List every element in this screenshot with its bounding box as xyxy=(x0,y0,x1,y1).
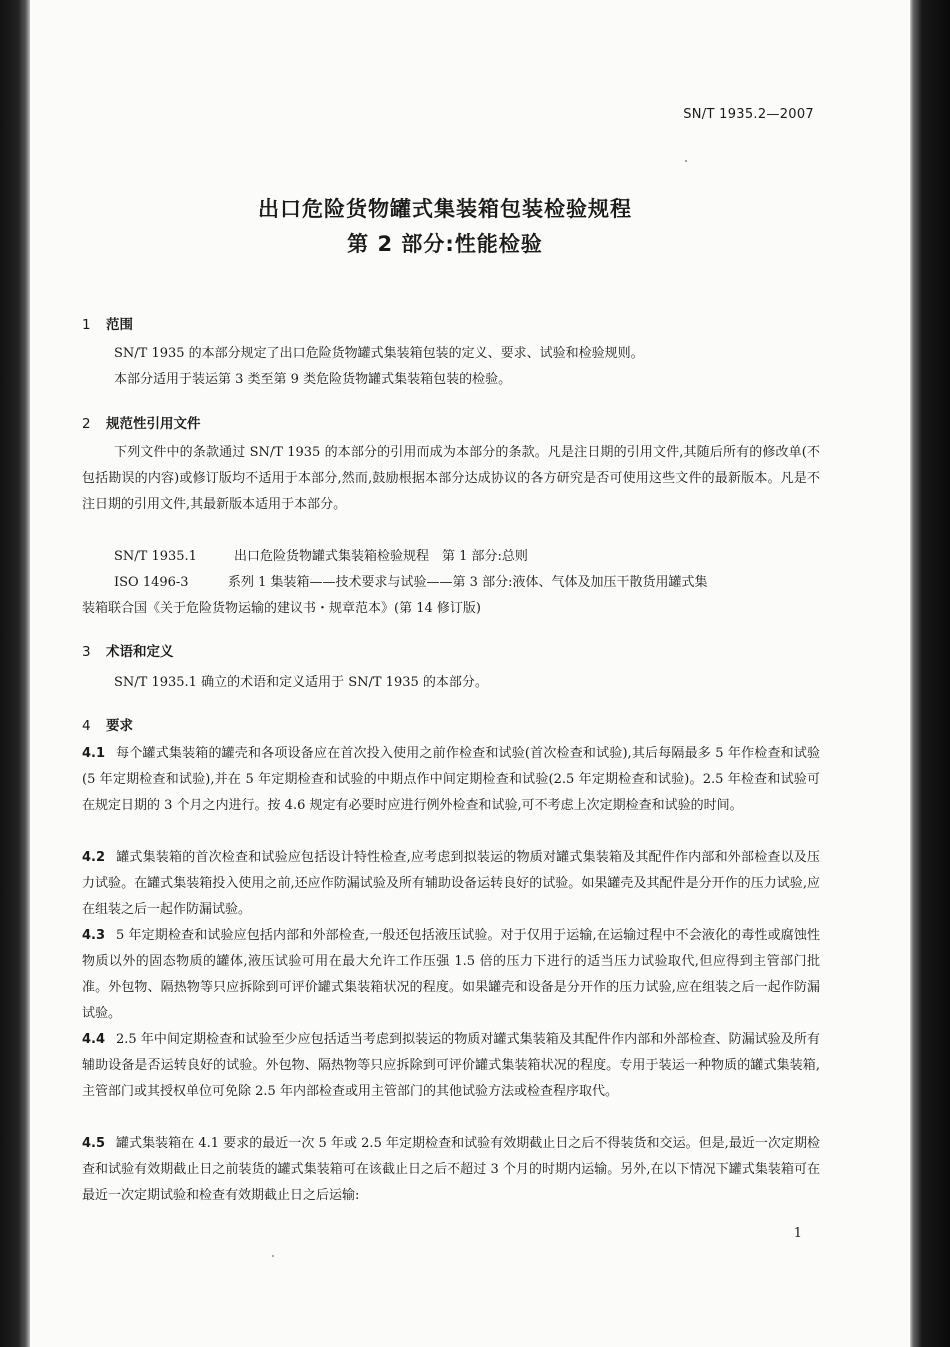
section-heading-terms xyxy=(82,640,174,660)
clause-number: 4.4 xyxy=(82,1032,106,1047)
section-title: 要求 xyxy=(106,718,133,734)
scan-speck xyxy=(685,160,687,162)
clause-number: 4.2 xyxy=(82,850,106,865)
document-title: 出口危险货物罐式集装箱包装检验规程 xyxy=(258,197,632,221)
clause-text: 5 年定期检查和试验应包括内部和外部检查,一般还包括液压试验。对于仅用于运输,在运输过程中不会液化的毒性或腐蚀性物质以外的固态物质的罐体,液压试验可用在最大允许工作压强 1.5 倍的压力下进行的适当压力试验取代,但应得到主管部门批准。外包物、隔热物等只应拆除到可评价罐式集装箱状况的程度。如果罐壳和设备是分开作的压力试验,应在组装之后一起作防漏试验。 xyxy=(82,928,820,1021)
reference-continuation: 装箱联合国《关于危险货物运输的建议书・规章范本》(第 14 修订版) xyxy=(82,601,481,616)
reference-entry xyxy=(114,570,820,596)
reference-entry xyxy=(114,544,820,570)
clause-4-4 xyxy=(82,1027,820,1105)
reference-text: 系列 1 集装箱——技术要求与试验——第 3 部分:液体、气体及加压干散货用罐式集 xyxy=(228,575,708,590)
clause-number: 4.3 xyxy=(82,928,106,943)
section-heading-requirements xyxy=(82,714,133,734)
paragraph: 本部分适用于装运第 3 类至第 9 类危险货物罐式集装箱包装的检验。 xyxy=(114,372,512,387)
reference-id: ISO 1496-3 xyxy=(114,575,189,590)
clause-4-5 xyxy=(82,1131,820,1209)
section-title: 规范性引用文件 xyxy=(106,416,201,432)
page-number: 1 xyxy=(793,1226,802,1241)
section-number: 1 xyxy=(82,317,91,333)
document-code: SN/T 1935.2—2007 xyxy=(683,107,814,122)
clause-number: 4.1 xyxy=(82,746,106,761)
clause-4-3 xyxy=(82,923,820,1027)
section-heading-scope xyxy=(82,313,133,333)
paragraph: SN/T 1935 的本部分规定了出口危险货物罐式集装箱包装的定义、要求、试验和检验规则。 xyxy=(114,346,644,361)
clause-number: 4.5 xyxy=(82,1136,106,1151)
section-number: 3 xyxy=(82,644,91,660)
clause-4-2 xyxy=(82,845,820,923)
clause-text: 罐式集装箱的首次检查和试验应包括设计特性检查,应考虑到拟装运的物质对罐式集装箱及其配件作内部和外部检查以及压力试验。在罐式集装箱投入使用之前,还应作防漏试验及所有辅助设备运转良好的试验。如果罐壳及其配件是分开作的压力试验,应在组装之后一起作防漏试验。 xyxy=(82,850,820,917)
clause-4-1 xyxy=(82,741,820,819)
reference-id: SN/T 1935.1 xyxy=(114,549,197,564)
reference-text: 出口危险货物罐式集装箱检验规程 第 1 部分:总则 xyxy=(234,549,528,564)
scan-speck xyxy=(272,1255,274,1257)
section-title: 术语和定义 xyxy=(106,644,174,660)
paragraph: 下列文件中的条款通过 SN/T 1935 的本部分的引用而成为本部分的条款。凡是注日期的引用文件,其随后所有的修改单(不包括勘误的内容)或修订版均不适用于本部分,然而,鼓励根据本部分达成协议的各方研究是否可使用这些文件的最新版本。凡是不注日期的引用文件,其最新版本适用于本部分。 xyxy=(82,445,820,512)
section-number: 2 xyxy=(82,416,91,432)
section-heading-normative-references xyxy=(82,412,201,432)
paragraph: SN/T 1935.1 确立的术语和定义适用于 SN/T 1935 的本部分。 xyxy=(114,675,488,690)
section-number: 4 xyxy=(82,718,91,734)
clause-text: 罐式集装箱在 4.1 要求的最近一次 5 年或 2.5 年定期检查和试验有效期截止日之后不得装货和交运。但是,最近一次定期检查和试验有效期截止日之前装货的罐式集装箱可在该截止日之后不超过 3 个月的时期内运输。另外,在以下情况下罐式集装箱可在最近一次定期试验和检查有效期截止日之后运输: xyxy=(82,1136,820,1203)
clause-text: 每个罐式集装箱的罐壳和各项设备应在首次投入使用之前作检查和试验(首次检查和试验),其后每隔最多 5 年作检查和试验(5 年定期检查和试验),并在 5 年定期检查和试验的中期点作中间定期检查和试验(2.5 年定期检查和试验)。2.5 年检查和试验可在规定日期的 3 个月之内进行。按 4.6 规定有必要时应进行例外检查和试验,可不考虑上次定期检查和试验的时间。 xyxy=(82,746,820,813)
clause-text: 2.5 年中间定期检查和试验至少应包括适当考虑到拟装运的物质对罐式集装箱及其配件作内部和外部检查、防漏试验及所有辅助设备是否运转良好的试验。外包物、隔热物等只应拆除到可评价罐式集装箱状况的程度。专用于装运一种物质的罐式集装箱,主管部门或其授权单位可免除 2.5 年内部检查或用主管部门的其他试验方法或检查程序取代。 xyxy=(82,1032,820,1099)
section-title: 范围 xyxy=(106,317,133,333)
document-subtitle: 第 2 部分:性能检验 xyxy=(347,232,543,256)
